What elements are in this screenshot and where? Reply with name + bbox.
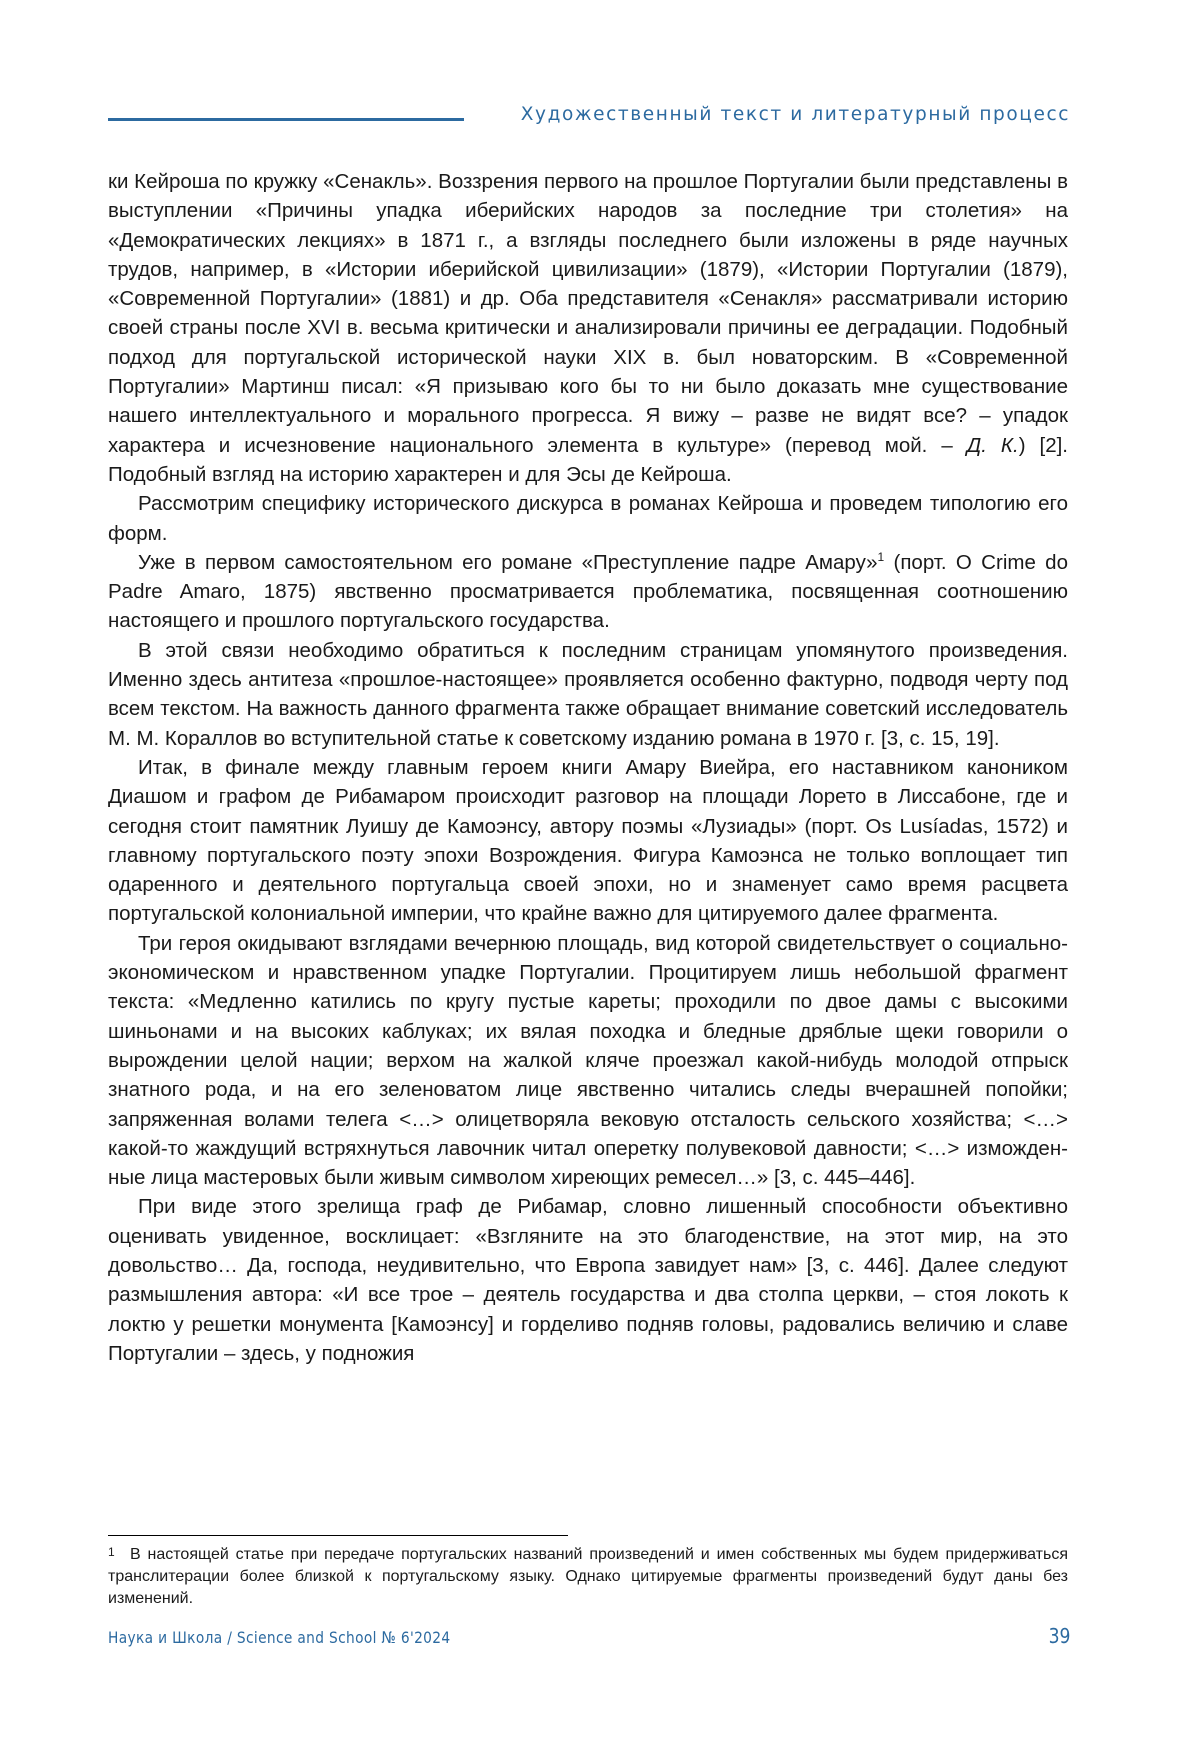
- footnote-text: В настоящей статье при передаче португальских названий произведений и имен собственных мы будем придерживаться транслитерации более близкой к португальскому языку. Однако цитируемые фрагменты произведений будут даны без изменений.: [108, 1546, 1068, 1607]
- footnote-ref[interactable]: 1: [877, 550, 885, 565]
- paragraph-3-text-a: Уже в первом самостоятельном его романе «Преступление падре Амару»: [138, 550, 878, 574]
- paragraph-1-text-a: ки Кейроша по кружку «Сенакль». Воззрения первого на прошлое Португалии были представлены в выступлении «Причины упадка иберийских народов за последние три столетия» на «Демократических лекциях» в 1871 г., а взгляды последнего были изложены в ряде научных трудов, например, в «Истории иберийской цивилизации» (1879), «Истории Португалии (1879), «Современной Португалии» (1881) и др. Оба представителя «Сенакля» рассматривали историю своей страны после XVI в. весьма критически и анализировали причины ее деградации. Подобный подход для португальской исторической науки XIX в. был новаторским. В «Современной Португалии» Мартинш писал: «Я призываю кого бы то ни было доказать мне существование нашего интеллектуального и морального прогресса. Я вижу – разве не видят все? – упадок характера и исчезновение национального элемента в культуре» (перевод мой. –: [108, 170, 1068, 457]
- paragraph-3: [108, 548, 1068, 636]
- footnote-number: 1: [108, 1545, 115, 1559]
- footnote: [108, 1541, 1068, 1610]
- paragraph-1: [108, 167, 1068, 489]
- paragraph-4: В этой связи необходимо обратиться к последним страницам упомянутого произведения. Именно здесь антитеза «прошлое-настоящее» проявляется особенно фактурно, подводя черту под всем текстом. На важность данного фрагмента также обращает внимание советский исследователь М. М. Кораллов во вступительной статье к советскому изданию романа в 1970 г. [3, с. 15, 19].: [108, 638, 1068, 750]
- paragraph-2: Рассмотрим специфику исторического дискурса в романах Кейроша и проведем типологию его форм.: [108, 492, 1068, 545]
- page-number: 39: [1048, 1624, 1070, 1648]
- paragraph-1-text-b: ) [2]. Подобный взгляд на историю характерен и для Эсы де Кейроша.: [108, 433, 1068, 486]
- paragraph-6: Три героя окидывают взглядами вечернюю площадь, вид которой свидетельствует о социально-экономическом и нравственном упадке Португалии. Процитируем лишь небольшой фрагмент текста: «Медленно катились по кругу пустые кареты; проходили по двое дамы с высокими шиньонами и на высоких каблуках; их вялая походка и бледные дряблые щеки говорили о вырождении целой нации; верхом на жалкой кляче проезжал какой-нибудь молодой отпрыск знатного рода, и на его зеленоватом лице явственно читались следы вчерашней попойки; запряженная волами телега <…> олицетворяла вековую отсталость сельского хозяйства; <…> какой-то жаждущий встряхнуться лавочник читал оперетку полувековой давности; <…> изможденные лица мастеровых были живым символом хиреющих ремесел…» [3, с. 445–446].: [108, 931, 1068, 1190]
- article-body: [108, 167, 1068, 1368]
- running-head: Художественный текст и литературный процесс: [520, 104, 1070, 125]
- paragraph-3-text-b: (порт. O Crime do Padre Amaro, 1875) явственно просматривается проблематика, посвященная соотношению настоящего и прошлого португальского государства.: [108, 550, 1068, 633]
- journal-footer: Наука и Школа / Science and School № 6'2024: [108, 1628, 451, 1647]
- footnote-rule: [108, 1535, 568, 1536]
- translator-initials: Д. К.: [966, 433, 1019, 457]
- header-rule: [108, 118, 464, 121]
- paragraph-7: При виде этого зрелища граф де Рибамар, словно лишенный способности объективно оценивать увиденное, восклицает: «Взгляните на это благоденствие, на этот мир, на это довольство… Да, господа, неудивительно, что Европа завидует нам» [3, с. 446]. Далее следуют размышления автора: «И все трое – деятель государства и два столпа церкви, – стоя локоть к локтю у решетки монумента [Камоэнсу] и горделиво подняв головы, радовались величию и славе Португалии – здесь, у подножия: [108, 1195, 1068, 1365]
- paragraph-5: Итак, в финале между главным героем книги Амару Виейра, его наставником каноником Диашом и графом де Рибамаром происходит разговор на площади Лорето в Лиссабоне, где и сегодня стоит памятник Луишу де Камоэнсу, автору поэмы «Лузиады» (порт. Os Lusíadas, 1572) и главному португальского поэту эпохи Возрождения. Фигура Камоэнса не только воплощает тип одаренного и деятельного португальца своей эпохи, но и знаменует само время расцвета португальской колониальной империи, что крайне важно для цитируемого далее фрагмента.: [108, 755, 1068, 926]
